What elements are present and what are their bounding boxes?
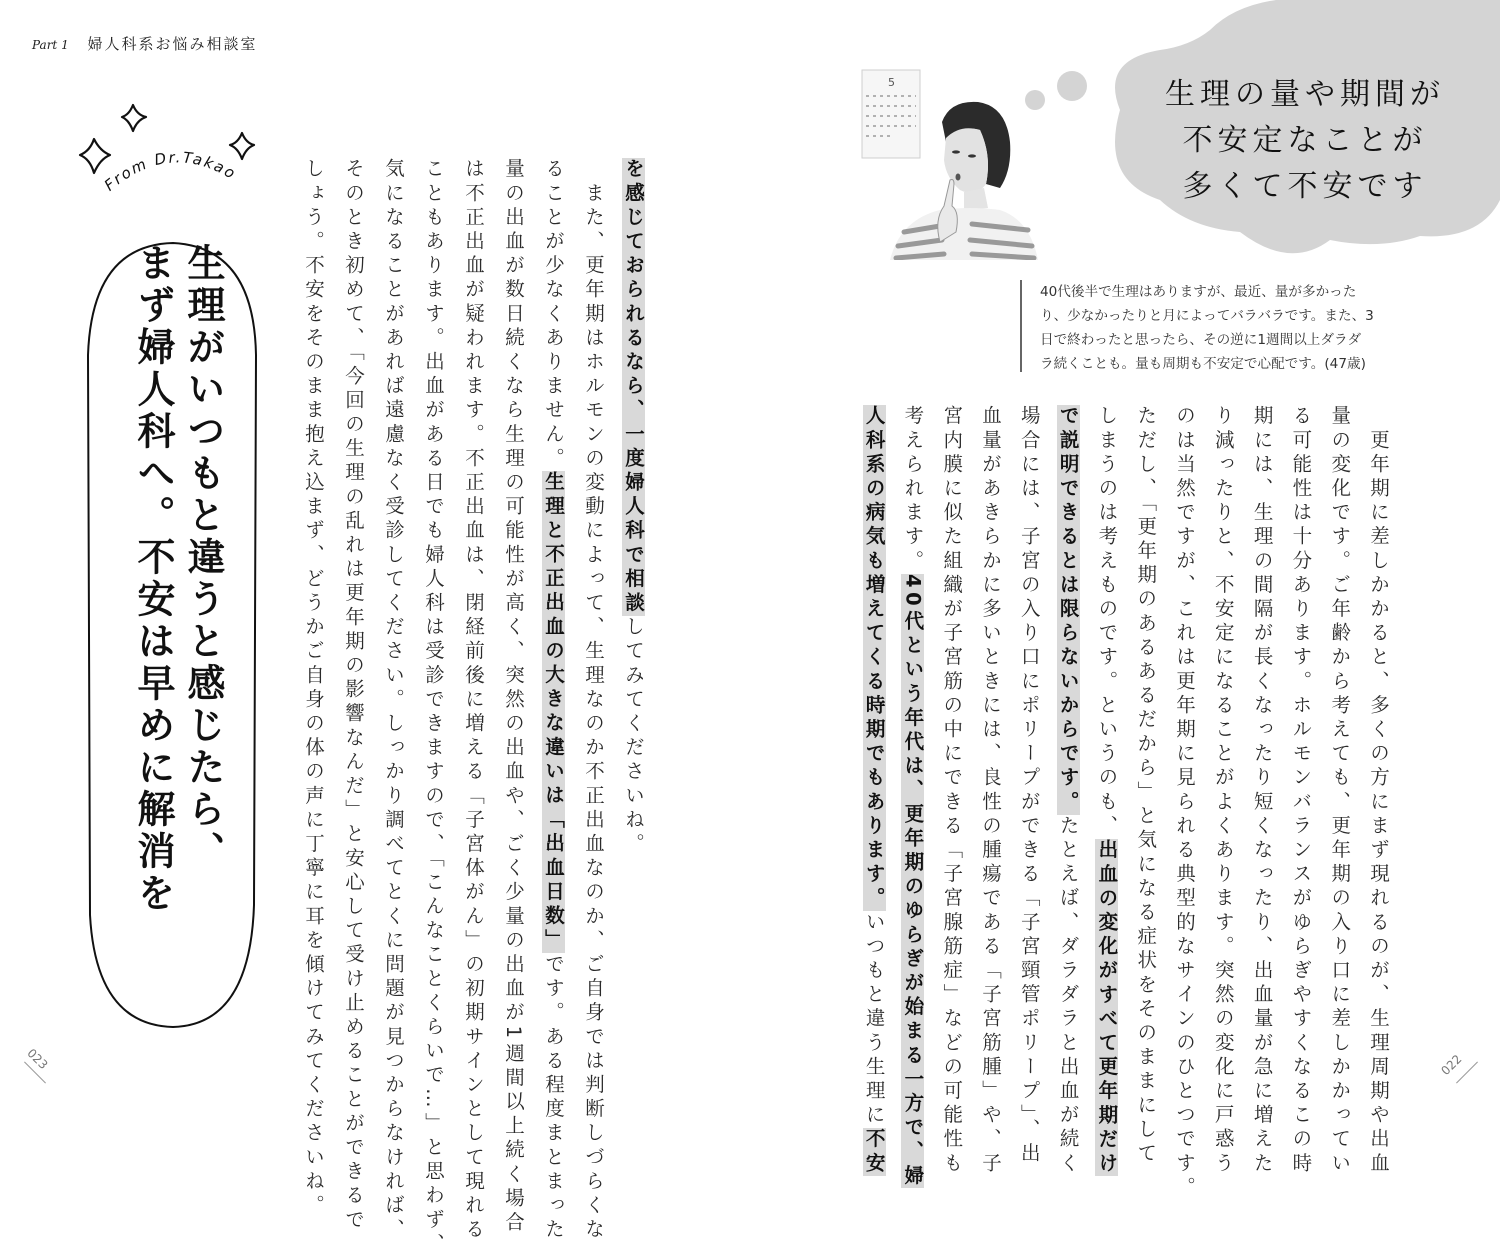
body-text: ただし、「更年期のあるあるだから」と気になる症状をそのままにして	[1134, 405, 1158, 1167]
body-text: は不正出血が疑われます。不正出血は、閉経前後に増える「子宮体がん」の初期サインとして現れる	[462, 158, 485, 1243]
body-text: しょう。不安をそのまま抱え込まず、どうかご自身の体の声に丁寧に耳を傾けてみてくださいね。	[302, 158, 325, 1219]
doctor-advice-box	[78, 95, 268, 1035]
text-column	[1172, 405, 1196, 1200]
reader-question-line: り、少なかったりと月によってバラバラです。また、3	[1040, 308, 1374, 324]
reader-question-line: 40代後半で生理はありますが、最近、量が多かった	[1040, 284, 1357, 300]
advice-title	[128, 243, 228, 943]
part-label: Part 1	[32, 38, 69, 52]
reader-question	[1020, 280, 1420, 372]
text-column	[1250, 405, 1274, 1176]
body-text: しまうのは考えものです。というのも、	[1095, 405, 1119, 839]
text-column	[501, 158, 525, 1235]
text-column	[581, 158, 605, 1243]
body-text: ることが少なくありません。	[542, 158, 565, 472]
body-text: 考えられます。	[901, 405, 925, 574]
text-column	[978, 405, 1002, 1176]
highlighted-text: 人科系の病気も増えてくる時期でもあります。	[862, 405, 886, 912]
body-text: のは当然ですが、これは更年期に見られる典型的なサインのひとつです。	[1173, 405, 1196, 1201]
calendar-month: 5	[888, 76, 895, 89]
body-text: 気になることがあれば遠慮なく受診してください。しっかり調べてとくに問題が見つからなければ、	[382, 158, 405, 1243]
question-title	[1120, 72, 1490, 210]
from-label: From Dr.Takao	[100, 148, 240, 195]
text-column	[301, 158, 325, 1218]
text-column	[1056, 405, 1080, 1176]
body-text: 更年期に差しかかると、多くの方にまず現れるのが、生理周期や出血	[1367, 405, 1390, 1177]
text-column	[1327, 405, 1351, 1176]
highlighted-text: 出血の変化がすべて更年期だけ	[1095, 838, 1119, 1177]
question-title-line-2: 不安定なことが	[1182, 123, 1428, 158]
highlighted-text: 40代という年代は、更年期のゆらぎが始まる一方で、婦	[901, 573, 925, 1189]
text-column	[421, 158, 445, 1257]
text-column	[1211, 405, 1235, 1176]
text-column	[381, 158, 405, 1243]
body-text: 場合には、子宮の入り口にポリープができる「子宮頸管ポリープ」、出	[1017, 405, 1041, 1167]
text-column	[1366, 405, 1390, 1176]
question-title-line-3: 多くて不安です	[1182, 169, 1428, 204]
text-column	[341, 158, 365, 1233]
body-text: してみてくださいね。	[622, 615, 645, 857]
body-text: また、更年期はホルモンの変動によって、生理なのか不正出血なのか、ご自身では判断しづらくな	[582, 158, 605, 1243]
highlighted-text: を感じておられるなら、一度婦人科で相談	[622, 158, 645, 616]
text-column	[900, 405, 924, 1188]
text-column	[939, 405, 963, 1176]
body-text: です。ある程度まとまった	[542, 953, 565, 1243]
highlighted-text: 生理と不正出血の大きな違いは「出血日数」	[542, 471, 565, 954]
body-text: 血量があきらかに多いときには、良性の腫瘍である「子宮筋腫」や、子	[979, 405, 1002, 1177]
body-text: る可能性は十分あります。ホルモンバランスがゆらぎやすくなるこの時	[1289, 405, 1313, 1177]
body-text: こともあります。出血がある日でも婦人科は受診できますので、「こんなことくらいで…」と思わず、	[422, 158, 445, 1257]
running-head	[32, 33, 258, 54]
question-title-line-1: 生理の量や期間が	[1165, 77, 1445, 112]
text-column	[1094, 405, 1118, 1176]
body-text: り減ったりと、不安定になることがよくあります。突然の変化に戸惑う	[1211, 405, 1235, 1177]
reader-question-line: 日で終わったと思ったら、その逆に1週間以上ダラダ	[1040, 332, 1362, 348]
highlighted-text: で説明できるとは限らないからです。	[1056, 405, 1080, 815]
body-text: いつもと違う生理に	[862, 911, 886, 1129]
page-number-right: 022	[1438, 1051, 1465, 1079]
advice-title-line-2: まず婦人科へ。不安は早めに解消を	[131, 243, 175, 915]
section-title: 婦人科系お悩み相談室	[87, 35, 258, 53]
text-column	[1017, 405, 1041, 1166]
page-number-left: 023	[24, 1045, 51, 1073]
text-column	[1133, 405, 1157, 1166]
text-column	[461, 158, 485, 1243]
body-text: 量の変化です。ご年齢から考えても、更年期の入り口に差しかかってい	[1328, 405, 1352, 1177]
text-column	[541, 158, 565, 1243]
advice-title-line-1: 生理がいつもと違うと感じたら、	[181, 243, 225, 873]
calendar-icon	[862, 70, 920, 158]
body-text: たとえば、ダラダラと出血が続く	[1056, 814, 1080, 1177]
text-column	[621, 158, 645, 857]
body-text: そのとき初めて、「今回の生理の乱れは更年期の影響なんだ」と安心して受け止めることができるで	[342, 158, 365, 1233]
svg-text:From Dr.Takao	[101, 148, 240, 194]
reader-question-line: ラ続くことも。量も周期も不安定で心配です。(47歳)	[1040, 356, 1366, 372]
text-column	[1288, 405, 1312, 1176]
highlighted-text: 不安	[862, 1128, 886, 1177]
body-text: 宮内膜に似た組織が子宮筋の中にできる「子宮腺筋症」などの可能性も	[940, 405, 964, 1177]
body-text: 期には、生理の間隔が長くなったり短くなったり、出血量が急に増えた	[1250, 405, 1274, 1177]
body-text: 量の出血が数日続くなら生理の可能性が高く、突然の出血や、ごく少量の出血が1週間以上続く場合	[502, 158, 525, 1236]
text-column	[862, 405, 886, 1176]
